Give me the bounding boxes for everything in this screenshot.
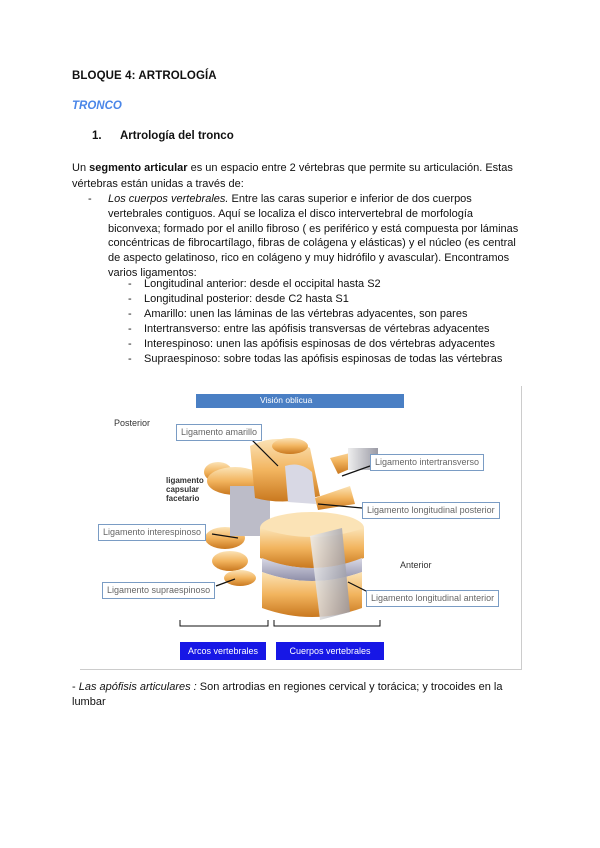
- list-item: Longitudinal anterior: desde el occipital hasta S2: [144, 278, 381, 290]
- capsular-ligament-label: ligamento capsular facetario: [166, 476, 204, 503]
- arcos-vertebrales-box: Arcos vertebrales: [180, 642, 266, 660]
- vertebral-bodies: [260, 512, 364, 620]
- callout-intertransverso: Ligamento intertransverso: [370, 454, 484, 471]
- list-bullet: -: [128, 293, 132, 305]
- list-bullet: -: [128, 323, 132, 335]
- list-item: Interespinoso: unen las apófisis espinosas de dos vértebras adyacentes: [144, 338, 495, 350]
- intro-paragraph: [72, 160, 532, 192]
- list-item: Amarillo: unen las láminas de las vértebras adyacentes, son pares: [144, 308, 468, 320]
- posterior-label: Posterior: [114, 418, 151, 428]
- subsection-title: Artrología del tronco: [120, 130, 234, 142]
- list-item: Supraespinoso: sobre todas las apófisis espinosas de todas las vértebras: [144, 353, 503, 365]
- view-title: Visión oblicua: [260, 395, 313, 405]
- closing-term: Las apófisis articulares :: [78, 681, 197, 693]
- vertebral-bodies-line: biconvexa; formado por el anillo fibroso ( es periférico y está compuesta por láminas: [108, 222, 519, 235]
- cuerpos-vertebrales-box: Cuerpos vertebrales: [276, 642, 384, 660]
- section-label: TRONCO: [72, 100, 122, 112]
- intro-term: segmento articular: [89, 162, 188, 174]
- list-bullet: -: [128, 278, 132, 290]
- callout-interespinoso: Ligamento interespinoso: [98, 524, 206, 541]
- bullet-dash: -: [88, 193, 92, 205]
- vertebral-bodies-line: concéntricas de fibrocartílago, fibras de colágena y elásticas) y el núcleo (es central: [108, 237, 516, 250]
- intro-text-post: es un espacio entre 2 vértebras que permite su articulación. Estas vértebras están unidas a través de:: [72, 162, 513, 190]
- vertebral-bodies-line: de aspecto gelatinoso, rico en colágeno y muy hidrófilo y avascular). Encontramos: [108, 252, 510, 265]
- vertebral-bodies-paragraph: [108, 192, 528, 281]
- document-heading: BLOQUE 4: ARTROLOGÍA: [72, 70, 217, 82]
- vertebral-bodies-title: Los cuerpos vertebrales.: [108, 193, 229, 205]
- list-bullet: -: [128, 308, 132, 320]
- intro-text-pre: Un: [72, 162, 90, 174]
- brackets: [180, 620, 380, 626]
- closing-text: Son artrodias en regiones cervical y torácica; y trocoides en la lumbar: [72, 681, 503, 708]
- callout-amarillo: Ligamento amarillo: [176, 424, 262, 441]
- callout-long-posterior: Ligamento longitudinal posterior: [362, 502, 500, 519]
- list-item: Longitudinal posterior: desde C2 hasta S1: [144, 293, 349, 305]
- vertebral-bodies-line: varios ligamentos:: [108, 266, 197, 279]
- vertebral-bodies-line: vertebrales contiguos. Aquí se localiza el disco intervertebral de morfología: [108, 207, 474, 220]
- closing-dash: -: [72, 681, 79, 693]
- list-bullet: -: [128, 353, 132, 365]
- callout-supraespinoso: Ligamento supraespinoso: [102, 582, 215, 599]
- list-item: Intertransverso: entre las apófisis transversas de vértebras adyacentes: [144, 323, 490, 335]
- spine-ligaments-figure: [80, 386, 522, 670]
- closing-paragraph: [72, 680, 532, 710]
- anterior-label: Anterior: [400, 560, 432, 570]
- callout-long-anterior: Ligamento longitudinal anterior: [366, 590, 499, 607]
- list-bullet: -: [128, 338, 132, 350]
- vertebral-bodies-line: Los cuerpos vertebrales. Entre las caras superior e inferior de dos cuerpos: [108, 193, 472, 205]
- subsection-number: 1.: [92, 130, 102, 142]
